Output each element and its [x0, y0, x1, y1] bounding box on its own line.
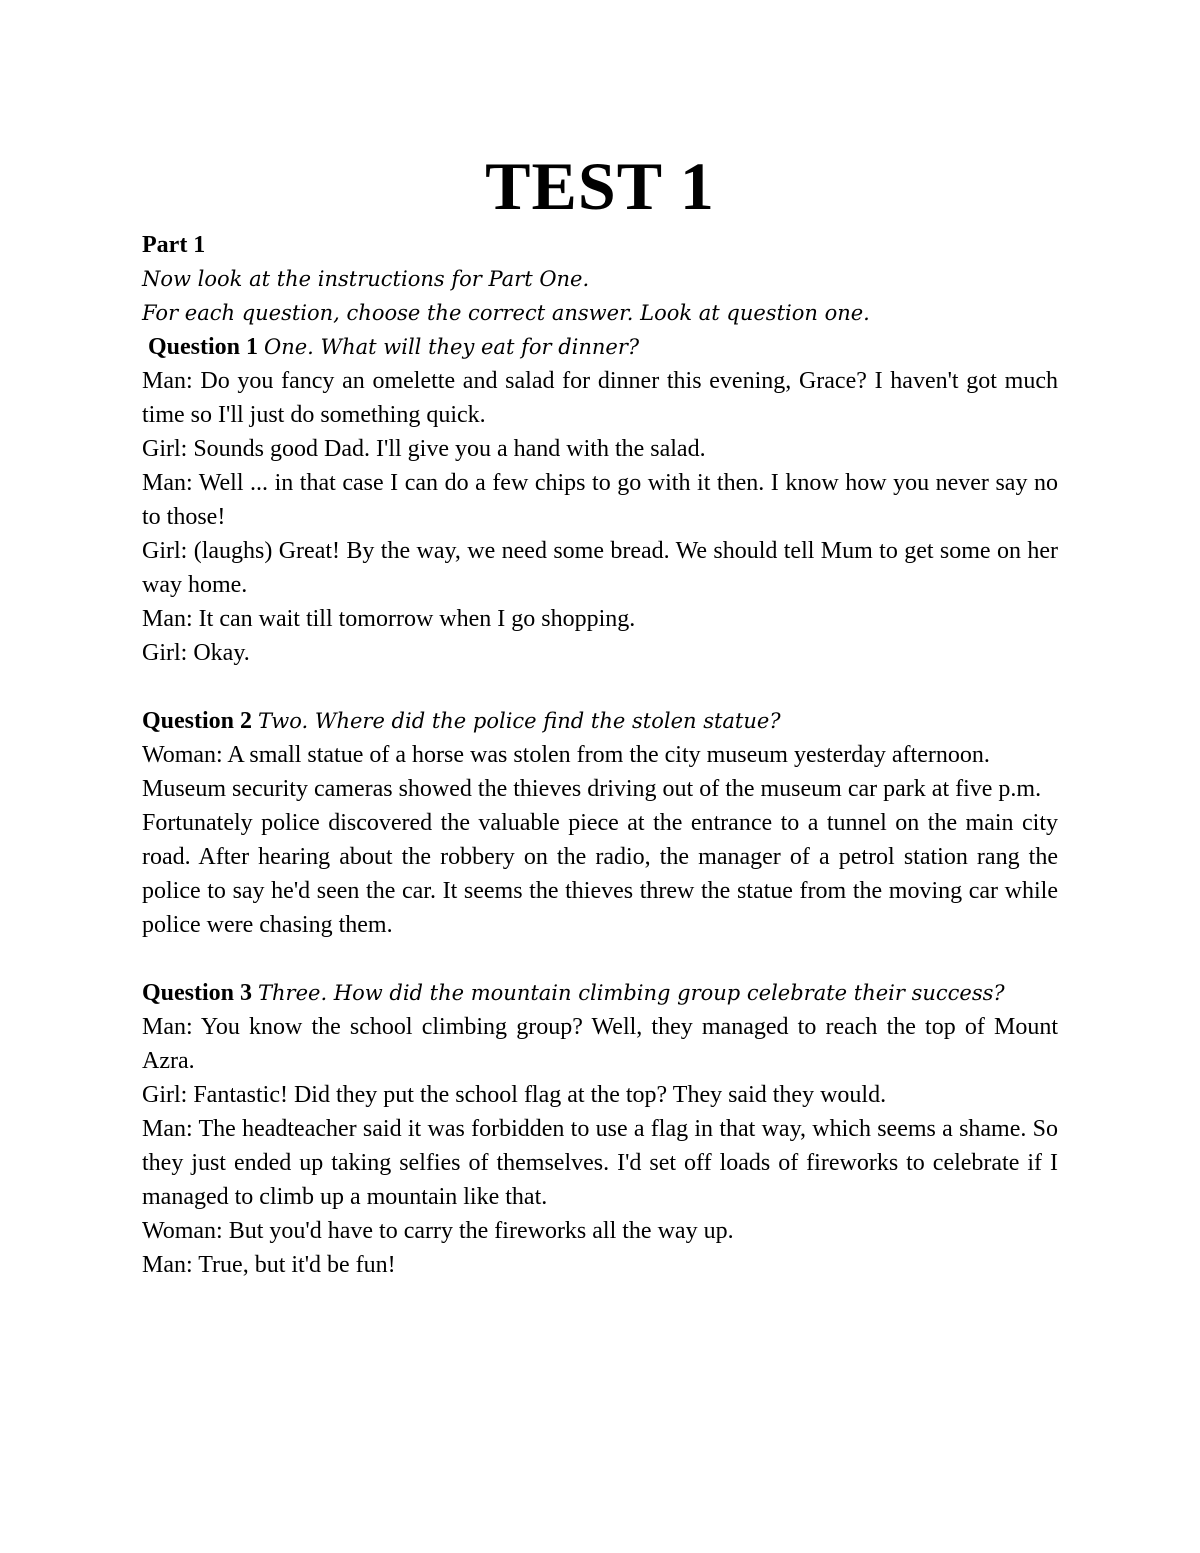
- question-label: Question 1: [148, 334, 259, 360]
- question-heading: [142, 704, 1058, 738]
- question-heading: [142, 330, 1058, 364]
- question-heading: [142, 976, 1058, 1010]
- page-title: TEST 1: [485, 148, 715, 224]
- question-prompt: One. What will they eat for dinner?: [264, 335, 640, 359]
- dialogue-line: Woman: But you'd have to carry the fireworks all the way up.: [142, 1218, 734, 1244]
- dialogue-line: Man: It can wait till tomorrow when I go shopping.: [142, 606, 636, 632]
- question-prompt: Two. Where did the police find the stolen statue?: [258, 709, 781, 733]
- document-body: [142, 228, 1058, 1282]
- part-heading: Part 1: [142, 232, 206, 258]
- dialogue-line: Girl: (laughs) Great! By the way, we need some bread. We should tell Mum to get some on her way home.: [142, 538, 1058, 598]
- question-label: Question 2: [142, 708, 253, 734]
- dialogue-line: Girl: Fantastic! Did they put the school flag at the top? They said they would.: [142, 1082, 887, 1108]
- dialogue-line: Man: The headteacher said it was forbidden to use a flag in that way, which seems a shame. So they just ended up taking selfies of themselves. I'd set off loads of fireworks to celebrate if I managed to climb up a mountain like that.: [142, 1116, 1058, 1210]
- dialogue-line: Museum security cameras showed the thieves driving out of the museum car park at five p.m.: [142, 776, 1042, 802]
- paragraph-gap: [142, 670, 1058, 704]
- dialogue-line: Fortunately police discovered the valuable piece at the entrance to a tunnel on the main city road. After hearing about the robbery on the radio, the manager of a petrol station rang the police to say he'd seen the car. It seems the thieves threw the statue from the moving car while police were chasing them.: [142, 810, 1058, 938]
- dialogue-line: Man: Well ... in that case I can do a few chips to go with it then. I know how you never say no to those!: [142, 470, 1058, 530]
- instruction-line: For each question, choose the correct answer. Look at question one.: [142, 301, 870, 325]
- dialogue-line: Woman: A small statue of a horse was stolen from the city museum yesterday afternoon.: [142, 742, 990, 768]
- dialogue-line: Girl: Okay.: [142, 640, 250, 666]
- paragraph-gap: [142, 942, 1058, 976]
- dialogue-line: Man: Do you fancy an omelette and salad for dinner this evening, Grace? I haven't got much time so I'll just do something quick.: [142, 368, 1058, 428]
- dialogue-line: Man: True, but it'd be fun!: [142, 1252, 396, 1278]
- question-prompt: Three. How did the mountain climbing group celebrate their success?: [258, 981, 1005, 1005]
- dialogue-line: Man: You know the school climbing group? Well, they managed to reach the top of Mount Azra.: [142, 1014, 1058, 1074]
- dialogue-line: Girl: Sounds good Dad. I'll give you a hand with the salad.: [142, 436, 706, 462]
- question-label: Question 3: [142, 980, 253, 1006]
- instruction-line: Now look at the instructions for Part One.: [142, 267, 590, 291]
